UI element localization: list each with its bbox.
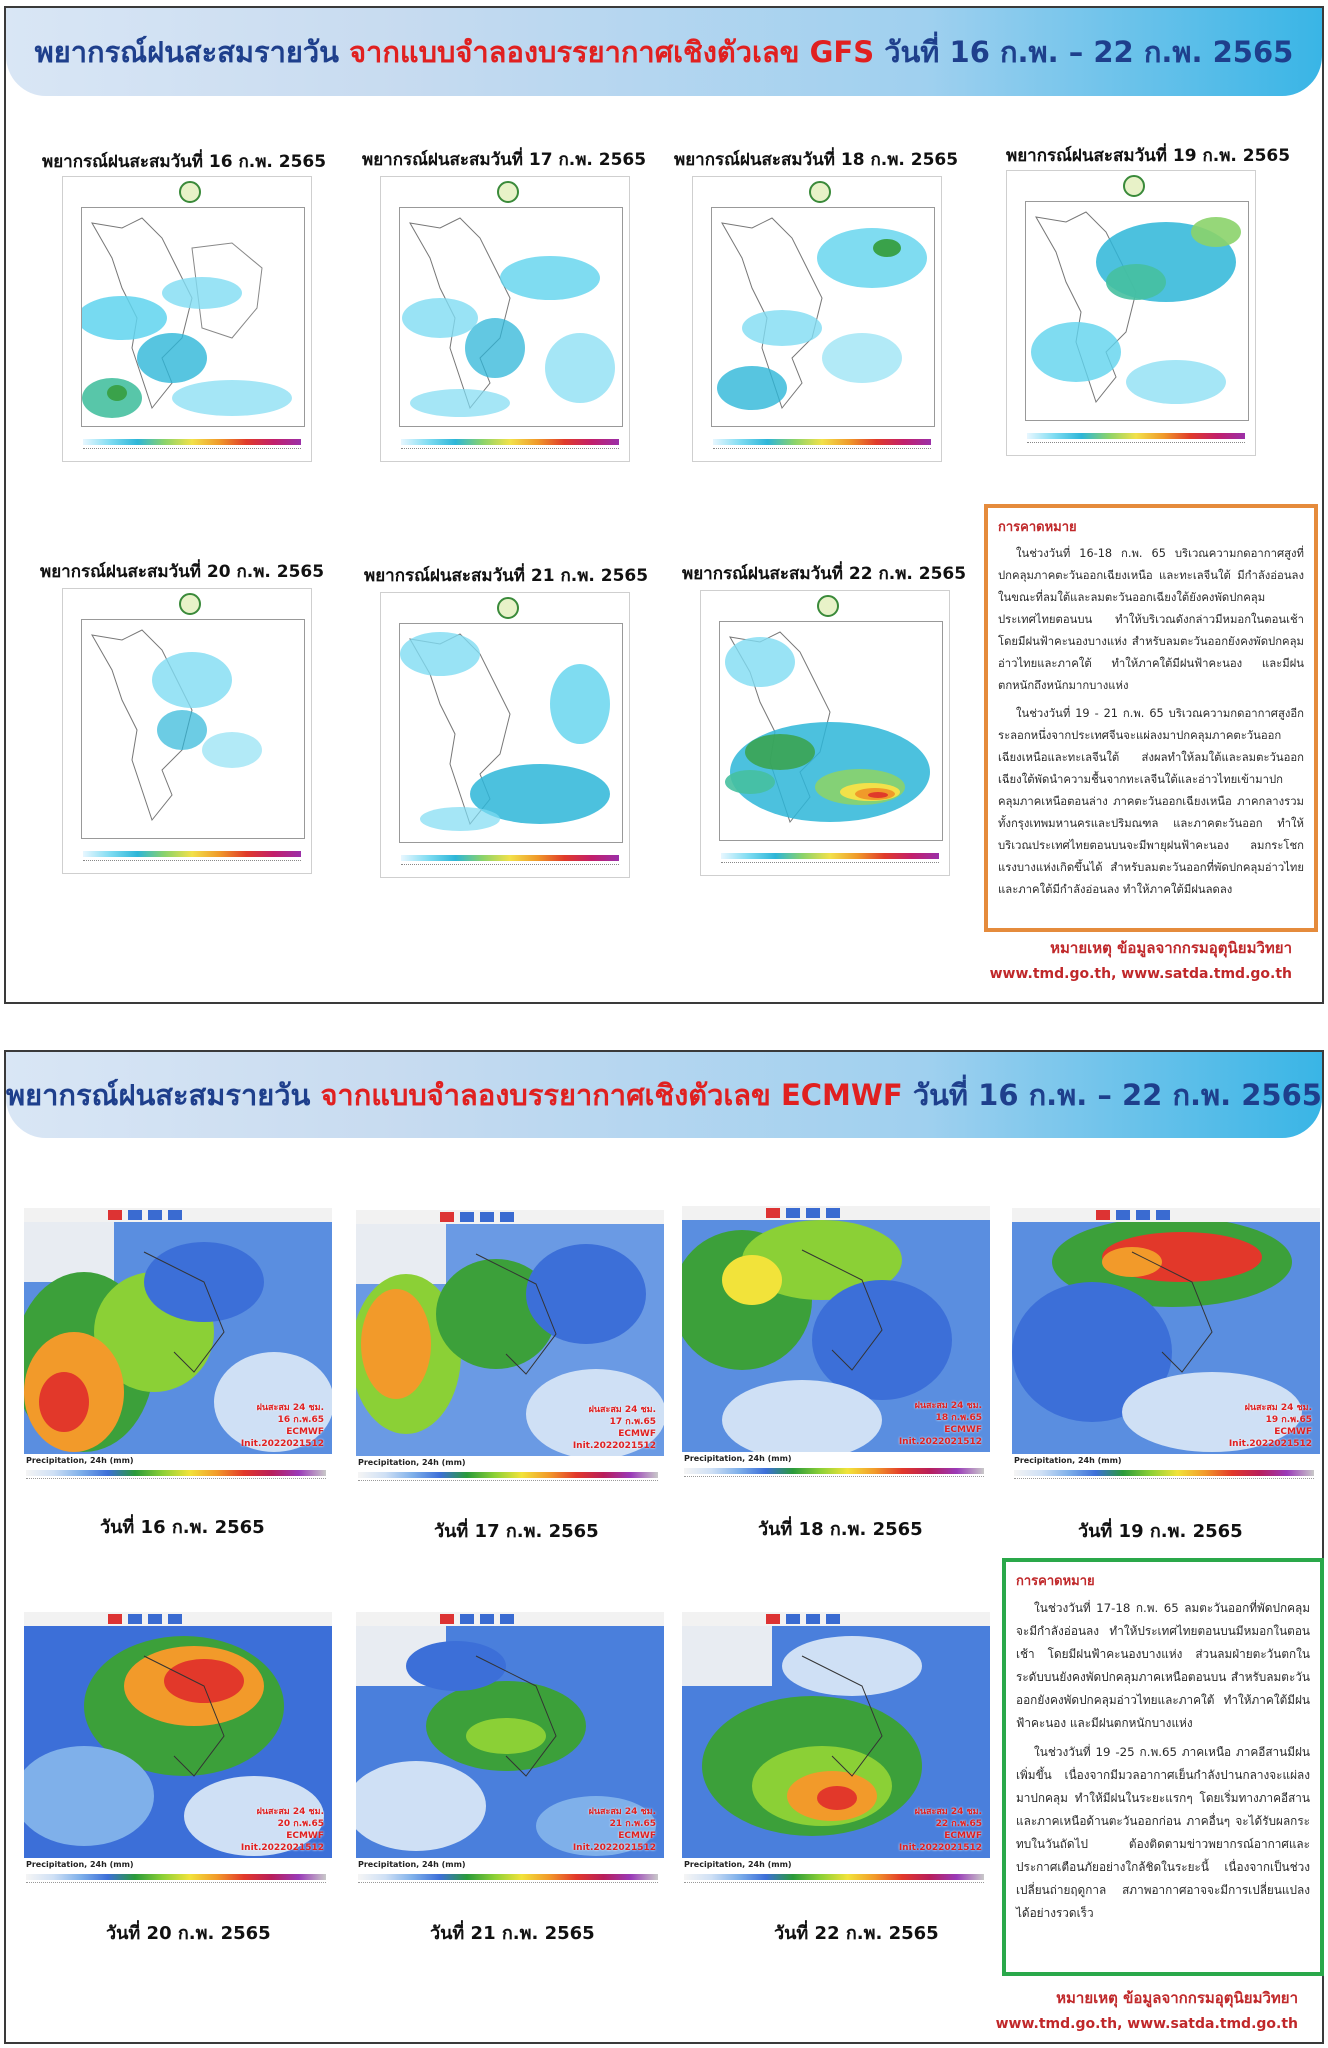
gfs-map-19 — [1006, 170, 1256, 456]
toolbar-tab-icon — [168, 1614, 182, 1624]
gfs-caption-17: พยากรณ์ฝนสะสมวันที่ 17 ก.พ. 2565 — [362, 150, 647, 170]
gfs-caption-16: พยากรณ์ฝนสะสมวันที่ 16 ก.พ. 2565 — [42, 152, 327, 172]
toolbar-tab-icon — [460, 1614, 474, 1624]
annotation-line: Init.2022021512 — [572, 1843, 656, 1853]
gfs-forecast-paragraph-2: ในช่วงวันที่ 19 - 21 ก.พ. 65 บริเวณความกดอากาศสูงอีกระลอกหนึ่งจากประเทศจีนจะแผ่ลงมาปกคลุมภาคตะวันออกเฉียงเหนือและทะเลจีนใต้ ส่งผลทำให้ลมใต้และลมตะวันออกเฉียงใต้พัดนำความชื้นจากทะเลจีนใต้และอ่าวไทยเข้ามาปกคลุมภาคเหนือตอนล่าง ภาคตะวันออกเฉียงเหนือ ภาคกลางรวมทั้งกรุงเทพมหานครและปริมณฑล และภาคตะวันออก ทำให้บริเวณประเทศไทยตอนบนจะมีพายุฝนฟ้าคะนอง ลมกระโชกแรงบางแห่งเกิดขึ้นได้ สำหรับลมตะวันออกที่พัดปกคลุมอ่าวไทยและภาคใต้มีกำลังอ่อนลง ทำให้ภาคใต้มีฝนลดลง — [998, 707, 1304, 896]
annotation-line: ECMWF — [618, 1429, 656, 1439]
gfs-rain-map — [1026, 202, 1248, 420]
ecmwf-source-note — [996, 1984, 1298, 2036]
ecmwf-source-line2: www.tmd.go.th, www.satda.tmd.go.th — [995, 2016, 1298, 2032]
map-toolbar — [356, 1612, 664, 1627]
gfs-title-part2: จากแบบจำลองบรรยากาศเชิงตัวเลข GFS — [349, 35, 875, 69]
gfs-caption-21: พยากรณ์ฝนสะสมวันที่ 21 ก.พ. 2565 — [364, 566, 649, 586]
map-toolbar — [24, 1208, 332, 1223]
gfs-title — [35, 29, 1294, 75]
annotation-line: 19 ก.พ.65 — [1265, 1415, 1312, 1425]
ecmwf-colorbar — [684, 1468, 984, 1474]
toolbar-tab-icon — [786, 1208, 800, 1218]
tmd-logo-icon — [809, 181, 831, 203]
ecmwf-caption-22: วันที่ 22 ก.พ. 2565 — [774, 1923, 939, 1944]
gfs-map-plot — [399, 623, 623, 843]
gfs-colorbar — [401, 855, 619, 861]
ecmwf-title — [6, 1072, 1322, 1118]
ecmwf-map-annotation — [899, 1806, 982, 1854]
tmd-logo-icon — [179, 593, 201, 615]
toolbar-tab-icon — [460, 1212, 474, 1222]
tmd-logo-icon — [497, 181, 519, 203]
ecmwf-map-19 — [1012, 1208, 1320, 1486]
ecmwf-title-part2: จากแบบจำลองบรรยากาศเชิงตัวเลข ECMWF — [320, 1078, 903, 1112]
map-toolbar — [682, 1612, 990, 1627]
annotation-line: ฝนสะสม 24 ชม. — [256, 1403, 324, 1413]
gfs-colorbar — [83, 439, 301, 445]
ecmwf-caption-18: วันที่ 18 ก.พ. 2565 — [758, 1519, 923, 1540]
toolbar-tab-icon — [766, 1614, 780, 1624]
gfs-colorbar — [713, 439, 931, 445]
gfs-colorbar — [401, 439, 619, 445]
map-toolbar — [1012, 1208, 1320, 1223]
gfs-caption-22: พยากรณ์ฝนสะสมวันที่ 22 ก.พ. 2565 — [682, 564, 967, 584]
gfs-colorbar-ticks — [401, 448, 619, 457]
gfs-rain-map — [82, 208, 304, 426]
annotation-line: Init.2022021512 — [898, 1437, 982, 1447]
annotation-line: Init.2022021512 — [1228, 1439, 1312, 1449]
gfs-source-line2: www.tmd.go.th, www.satda.tmd.go.th — [989, 966, 1292, 982]
toolbar-tab-icon — [806, 1614, 820, 1624]
toolbar-tab-icon — [1096, 1210, 1110, 1220]
ecmwf-map-20 — [24, 1612, 332, 1890]
ecmwf-map-annotation — [899, 1400, 982, 1448]
ecmwf-map-annotation — [573, 1404, 656, 1452]
gfs-source-line1: หมายเหตุ ข้อมูลจากกรมอุตุนิยมวิทยา — [1050, 939, 1292, 957]
gfs-colorbar-ticks — [713, 448, 931, 457]
ecmwf-colorbar — [684, 1874, 984, 1880]
ecmwf-forecast-title: การคาดหมาย — [1016, 1574, 1095, 1589]
ecmwf-colorbar — [26, 1874, 326, 1880]
gfs-title-part3: วันที่ 16 ก.พ. – 22 ก.พ. 2565 — [874, 35, 1294, 69]
ecmwf-caption-19: วันที่ 19 ก.พ. 2565 — [1078, 1521, 1243, 1542]
gfs-title-banner — [6, 8, 1322, 96]
ecmwf-map-17 — [356, 1210, 664, 1488]
ecmwf-colorbar — [358, 1874, 658, 1880]
annotation-line: Init.2022021512 — [898, 1843, 982, 1853]
toolbar-tab-icon — [1156, 1210, 1170, 1220]
gfs-caption-18: พยากรณ์ฝนสะสมวันที่ 18 ก.พ. 2565 — [674, 150, 959, 170]
gfs-map-plot — [719, 621, 943, 841]
precip-label: Precipitation, 24h (mm) — [26, 1456, 134, 1465]
gfs-map-plot — [81, 207, 305, 427]
gfs-map-18 — [692, 176, 942, 462]
annotation-line: ฝนสะสม 24 ชม. — [1244, 1403, 1312, 1413]
toolbar-tab-icon — [148, 1614, 162, 1624]
ecmwf-map-16 — [24, 1208, 332, 1486]
ecmwf-caption-17: วันที่ 17 ก.พ. 2565 — [434, 1521, 599, 1542]
annotation-line: 20 ก.พ.65 — [277, 1819, 324, 1829]
ecmwf-colorbar-ticks — [1014, 1478, 1314, 1485]
precip-label: Precipitation, 24h (mm) — [684, 1454, 792, 1463]
annotation-line: 18 ก.พ.65 — [935, 1413, 982, 1423]
toolbar-tab-icon — [500, 1212, 514, 1222]
gfs-rain-map — [712, 208, 934, 426]
map-toolbar — [356, 1210, 664, 1225]
ecmwf-colorbar — [1014, 1470, 1314, 1476]
ecmwf-title-part3: วันที่ 16 ก.พ. – 22 ก.พ. 2565 — [902, 1078, 1322, 1112]
gfs-map-16 — [62, 176, 312, 462]
gfs-caption-20: พยากรณ์ฝนสะสมวันที่ 20 ก.พ. 2565 — [40, 562, 325, 582]
gfs-rain-map — [400, 624, 622, 842]
toolbar-tab-icon — [1136, 1210, 1150, 1220]
tmd-logo-icon — [1123, 175, 1145, 197]
precip-label: Precipitation, 24h (mm) — [26, 1860, 134, 1869]
annotation-line: ECMWF — [286, 1831, 324, 1841]
ecmwf-colorbar-ticks — [684, 1882, 984, 1889]
gfs-colorbar — [721, 853, 939, 859]
ecmwf-panel — [4, 1050, 1324, 2044]
gfs-map-21 — [380, 592, 630, 878]
toolbar-tab-icon — [168, 1210, 182, 1220]
ecmwf-map-21 — [356, 1612, 664, 1890]
ecmwf-forecast-box — [1002, 1558, 1324, 1976]
precip-label: Precipitation, 24h (mm) — [684, 1860, 792, 1869]
ecmwf-colorbar-ticks — [358, 1882, 658, 1889]
gfs-map-20 — [62, 588, 312, 874]
ecmwf-forecast-paragraph-1: ในช่วงวันที่ 17-18 ก.พ. 65 ลมตะวันออกที่พัดปกคลุมจะมีกำลังอ่อนลง ทำให้ประเทศไทยตอนบนมีหมอกในตอนเช้า โดยมีฝนฟ้าคะนองบางแห่ง ส่วนลมฝ่ายตะวันตกในระดับบนยังคงพัดปกคลุมภาคเหนือตอนบน สำหรับลมตะวันออกยังคงพัดปกคลุมอ่าวไทยและภาคใต้ ทำให้ภาคใต้มีฝนฟ้าคะนอง และมีฝนตกหนักบางแห่ง — [1016, 1601, 1310, 1730]
ecmwf-colorbar-ticks — [684, 1476, 984, 1483]
map-toolbar — [682, 1206, 990, 1221]
tmd-logo-icon — [497, 597, 519, 619]
ecmwf-caption-20: วันที่ 20 ก.พ. 2565 — [106, 1923, 271, 1944]
gfs-forecast-title: การคาดหมาย — [998, 520, 1077, 535]
annotation-line: ฝนสะสม 24 ชม. — [914, 1401, 982, 1411]
ecmwf-title-banner — [6, 1052, 1322, 1138]
gfs-map-22 — [700, 590, 950, 876]
ecmwf-colorbar-ticks — [26, 1478, 326, 1485]
toolbar-tab-icon — [500, 1614, 514, 1624]
gfs-caption-19: พยากรณ์ฝนสะสมวันที่ 19 ก.พ. 2565 — [1006, 146, 1291, 166]
toolbar-tab-icon — [480, 1212, 494, 1222]
gfs-panel — [4, 6, 1324, 1004]
toolbar-tab-icon — [108, 1210, 122, 1220]
gfs-colorbar-ticks — [1027, 442, 1245, 451]
ecmwf-title-part1: พยากรณ์ฝนสะสมรายวัน — [6, 1078, 321, 1112]
precip-label: Precipitation, 24h (mm) — [358, 1458, 466, 1467]
gfs-forecast-box — [984, 504, 1318, 932]
toolbar-tab-icon — [826, 1614, 840, 1624]
toolbar-tab-icon — [108, 1614, 122, 1624]
annotation-line: ฝนสะสม 24 ชม. — [914, 1807, 982, 1817]
annotation-line: 21 ก.พ.65 — [609, 1819, 656, 1829]
gfs-forecast-paragraph-1: ในช่วงวันที่ 16-18 ก.พ. 65 บริเวณความกดอากาศสูงที่ปกคลุมภาคตะวันออกเฉียงเหนือ และทะเลจีนใต้ มีกำลังอ่อนลง ในขณะที่ลมใต้และลมตะวันออกเฉียงใต้ยังคงพัดปกคลุมประเทศไทยตอนบน ทำให้บริเวณดังกล่าวมีหมอกในตอนเช้า โดยมีฝนฟ้าคะนองบางแห่ง สำหรับลมตะวันออกยังคงพัดปกคลุมอ่าวไทยและภาคใต้ ทำให้ภาคใต้มีฝนฟ้าคะนอง และมีฝนตกหนักถึงหนักมากบางแห่ง — [998, 547, 1304, 692]
ecmwf-caption-16: วันที่ 16 ก.พ. 2565 — [100, 1517, 265, 1538]
gfs-rain-map — [82, 620, 304, 838]
gfs-title-part1: พยากรณ์ฝนสะสมรายวัน — [34, 35, 350, 69]
ecmwf-map-annotation — [241, 1806, 324, 1854]
toolbar-tab-icon — [1116, 1210, 1130, 1220]
ecmwf-colorbar-ticks — [26, 1882, 326, 1889]
gfs-colorbar — [83, 851, 301, 857]
ecmwf-map-22 — [682, 1612, 990, 1890]
ecmwf-map-annotation — [241, 1402, 324, 1450]
map-toolbar — [24, 1612, 332, 1627]
toolbar-tab-icon — [480, 1614, 494, 1624]
tmd-logo-icon — [817, 595, 839, 617]
annotation-line: ฝนสะสม 24 ชม. — [256, 1807, 324, 1817]
annotation-line: 22 ก.พ.65 — [935, 1819, 982, 1829]
gfs-colorbar-ticks — [721, 862, 939, 871]
ecmwf-source-line1: หมายเหตุ ข้อมูลจากกรมอุตุนิยมวิทยา — [1056, 1989, 1298, 2007]
ecmwf-colorbar-ticks — [358, 1480, 658, 1487]
toolbar-tab-icon — [440, 1212, 454, 1222]
gfs-map-plot — [711, 207, 935, 427]
ecmwf-map-18 — [682, 1206, 990, 1484]
ecmwf-map-annotation — [1229, 1402, 1312, 1450]
precip-label: Precipitation, 24h (mm) — [358, 1860, 466, 1869]
tmd-logo-icon — [179, 181, 201, 203]
annotation-line: 17 ก.พ.65 — [609, 1417, 656, 1427]
ecmwf-forecast-paragraph-2: ในช่วงวันที่ 19 -25 ก.พ.65 ภาคเหนือ ภาคอีสานมีฝนเพิ่มขึ้น เนื่องจากมีมวลอากาศเย็นกำลังปานกลางจะแผ่ลงมาปกคลุม ทำให้มีฝนในระยะแรกๆ โดยเริ่มทางภาคอีสานและภาคเหนือด้านตะวันออกก่อน ภาคอื่นๆ จะได้รับผลกระทบในวันถัดไป ต้องติดตามข่าวพยากรณ์อากาศและประกาศเตือนภัยอย่างใกล้ชิดในระยะนี้ เนื่องจากเป็นช่วงเปลี่ยนถ่ายฤดูกาล สภาพอากาศอาจจะมีการเปลี่ยนแปลงได้อย่างรวดเร็ว — [1016, 1745, 1310, 1920]
annotation-line: ECMWF — [618, 1831, 656, 1841]
gfs-rain-map — [400, 208, 622, 426]
gfs-map-plot — [1025, 201, 1249, 421]
toolbar-tab-icon — [786, 1614, 800, 1624]
toolbar-tab-icon — [128, 1210, 142, 1220]
gfs-map-17 — [380, 176, 630, 462]
toolbar-tab-icon — [128, 1614, 142, 1624]
toolbar-tab-icon — [148, 1210, 162, 1220]
annotation-line: Init.2022021512 — [240, 1439, 324, 1449]
toolbar-tab-icon — [806, 1208, 820, 1218]
annotation-line: ECMWF — [944, 1425, 982, 1435]
ecmwf-map-annotation — [573, 1806, 656, 1854]
gfs-rain-map — [720, 622, 942, 840]
ecmwf-colorbar — [358, 1472, 658, 1478]
gfs-colorbar-ticks — [401, 864, 619, 873]
toolbar-tab-icon — [766, 1208, 780, 1218]
annotation-line: ECMWF — [286, 1427, 324, 1437]
gfs-colorbar-ticks — [83, 860, 301, 869]
annotation-line: ฝนสะสม 24 ชม. — [588, 1807, 656, 1817]
annotation-line: Init.2022021512 — [572, 1441, 656, 1451]
annotation-line: 16 ก.พ.65 — [277, 1415, 324, 1425]
annotation-line: ฝนสะสม 24 ชม. — [588, 1405, 656, 1415]
annotation-line: Init.2022021512 — [240, 1843, 324, 1853]
gfs-source-note — [990, 934, 1292, 986]
toolbar-tab-icon — [826, 1208, 840, 1218]
ecmwf-caption-21: วันที่ 21 ก.พ. 2565 — [430, 1923, 595, 1944]
toolbar-tab-icon — [440, 1614, 454, 1624]
gfs-map-plot — [399, 207, 623, 427]
gfs-colorbar-ticks — [83, 448, 301, 457]
gfs-map-plot — [81, 619, 305, 839]
ecmwf-colorbar — [26, 1470, 326, 1476]
gfs-colorbar — [1027, 433, 1245, 439]
annotation-line: ECMWF — [944, 1831, 982, 1841]
annotation-line: ECMWF — [1274, 1427, 1312, 1437]
precip-label: Precipitation, 24h (mm) — [1014, 1456, 1122, 1465]
